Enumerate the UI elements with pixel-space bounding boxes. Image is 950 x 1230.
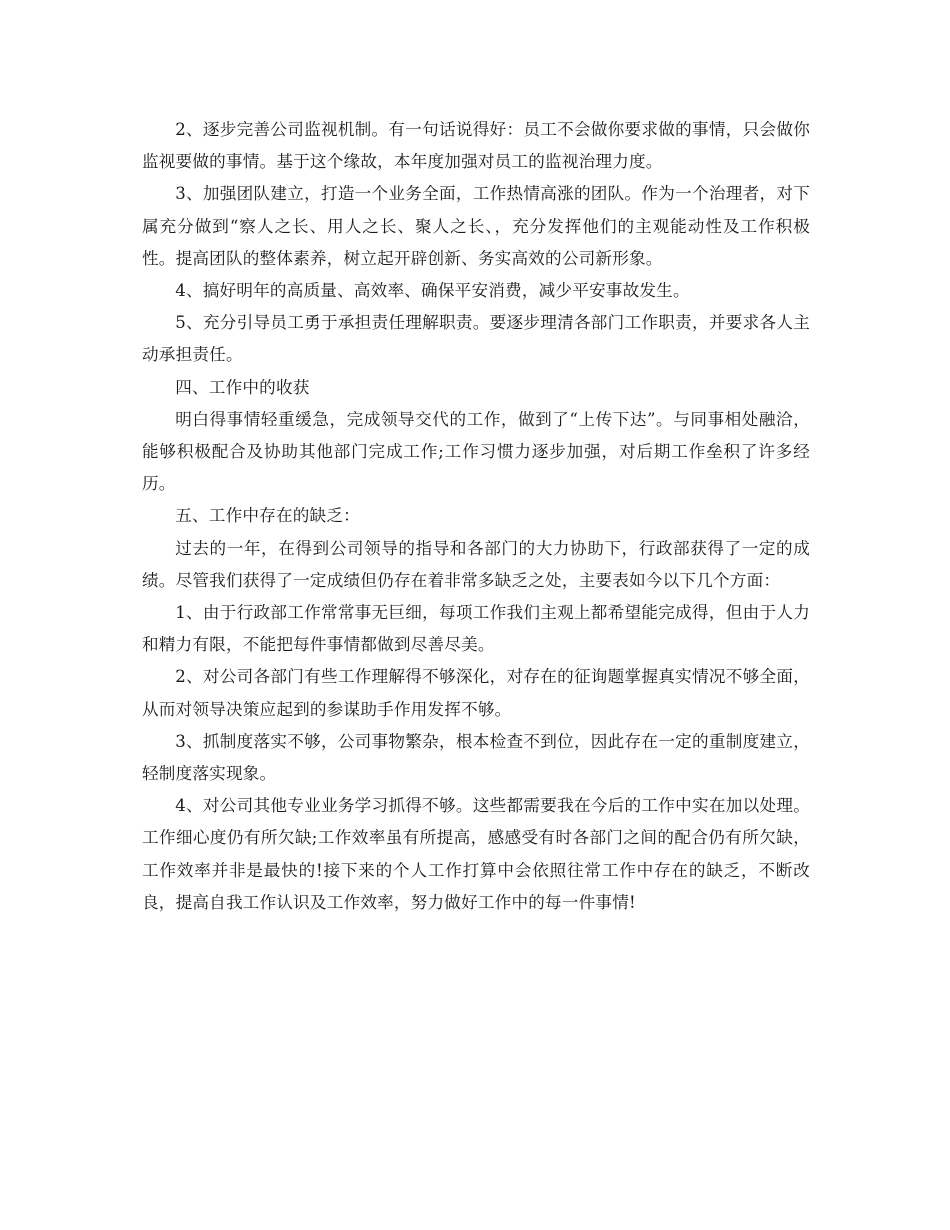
paragraph-item-4-safety: 4、搞好明年的高质量、高效率、确保平安消费，减少平安事故发生。 <box>175 281 690 301</box>
paragraph-item-3-team: 3、加强团队建立，打造一个业务全面，工作热情高涨的团队。作为一个治理者，对下属充分做到“察人之长、用人之长、聚人之长、，充分发挥他们的主观能动性及工作积极性。提高团队的整体素养，树立起开辟创新、务实高效的公司新形象。 <box>142 184 810 268</box>
paragraph-item-2-monitoring: 2、逐步完善公司监视机制。有一句话说得好：员工不会做你要求做的事情，只会做你监视要做的事情。基于这个缘故，本年度加强对员工的监视治理力度。 <box>142 120 810 172</box>
paragraph-gains: 明白得事情轻重缓急，完成领导交代的工作，做到了“上传下达”。与同事相处融洽，能够积极配合及协助其他部门完成工作;工作习惯力逐步加强，对后期工作垒积了许多经历。 <box>142 409 810 494</box>
paragraph-shortcoming-2: 2、对公司各部门有些工作理解得不够深化，对存在的征询题掌握真实情况不够全面，从而对领导决策应起到的参谋助手作用发挥不够。 <box>142 667 810 719</box>
section-heading-gains: 四、工作中的收获 <box>175 377 310 397</box>
paragraph-shortcomings-intro: 过去的一年，在得到公司领导的指导和各部门的大力协助下，行政部获得了一定的成绩。尽管我们获得了一定成绩但仍存在着非常多缺乏之处，主要表如今以下几个方面： <box>142 538 810 590</box>
section-heading-shortcomings: 五、工作中存在的缺乏： <box>175 506 360 526</box>
paragraph-shortcoming-1: 1、由于行政部工作常常事无巨细，每项工作我们主观上都希望能完成得，但由于人力和精力有限，不能把每件事情都做到尽善尽美。 <box>142 603 810 655</box>
paragraph-shortcoming-4: 4、对公司其他专业业务学习抓得不够。这些都需要我在今后的工作中实在加以处理。工作细心度仍有所欠缺;工作效率虽有所提高，感感受有时各部门之间的配合仍有所欠缺，工作效率并非是最快的!接下来的个人工作打算中会依照往常工作中存在的缺乏，不断改良，提高自我工作认识及工作效率，努力做好工作中的每一件事情! <box>142 796 810 912</box>
document-page <box>142 114 810 919</box>
paragraph-item-5-responsibility: 5、充分引导员工勇于承担责任理解职责。要逐步理清各部门工作职责，并要求各人主动承担责任。 <box>142 313 810 365</box>
paragraph-shortcoming-3: 3、抓制度落实不够，公司事物繁杂，根本检查不到位，因此存在一定的重制度建立，轻制度落实现象。 <box>142 731 810 784</box>
